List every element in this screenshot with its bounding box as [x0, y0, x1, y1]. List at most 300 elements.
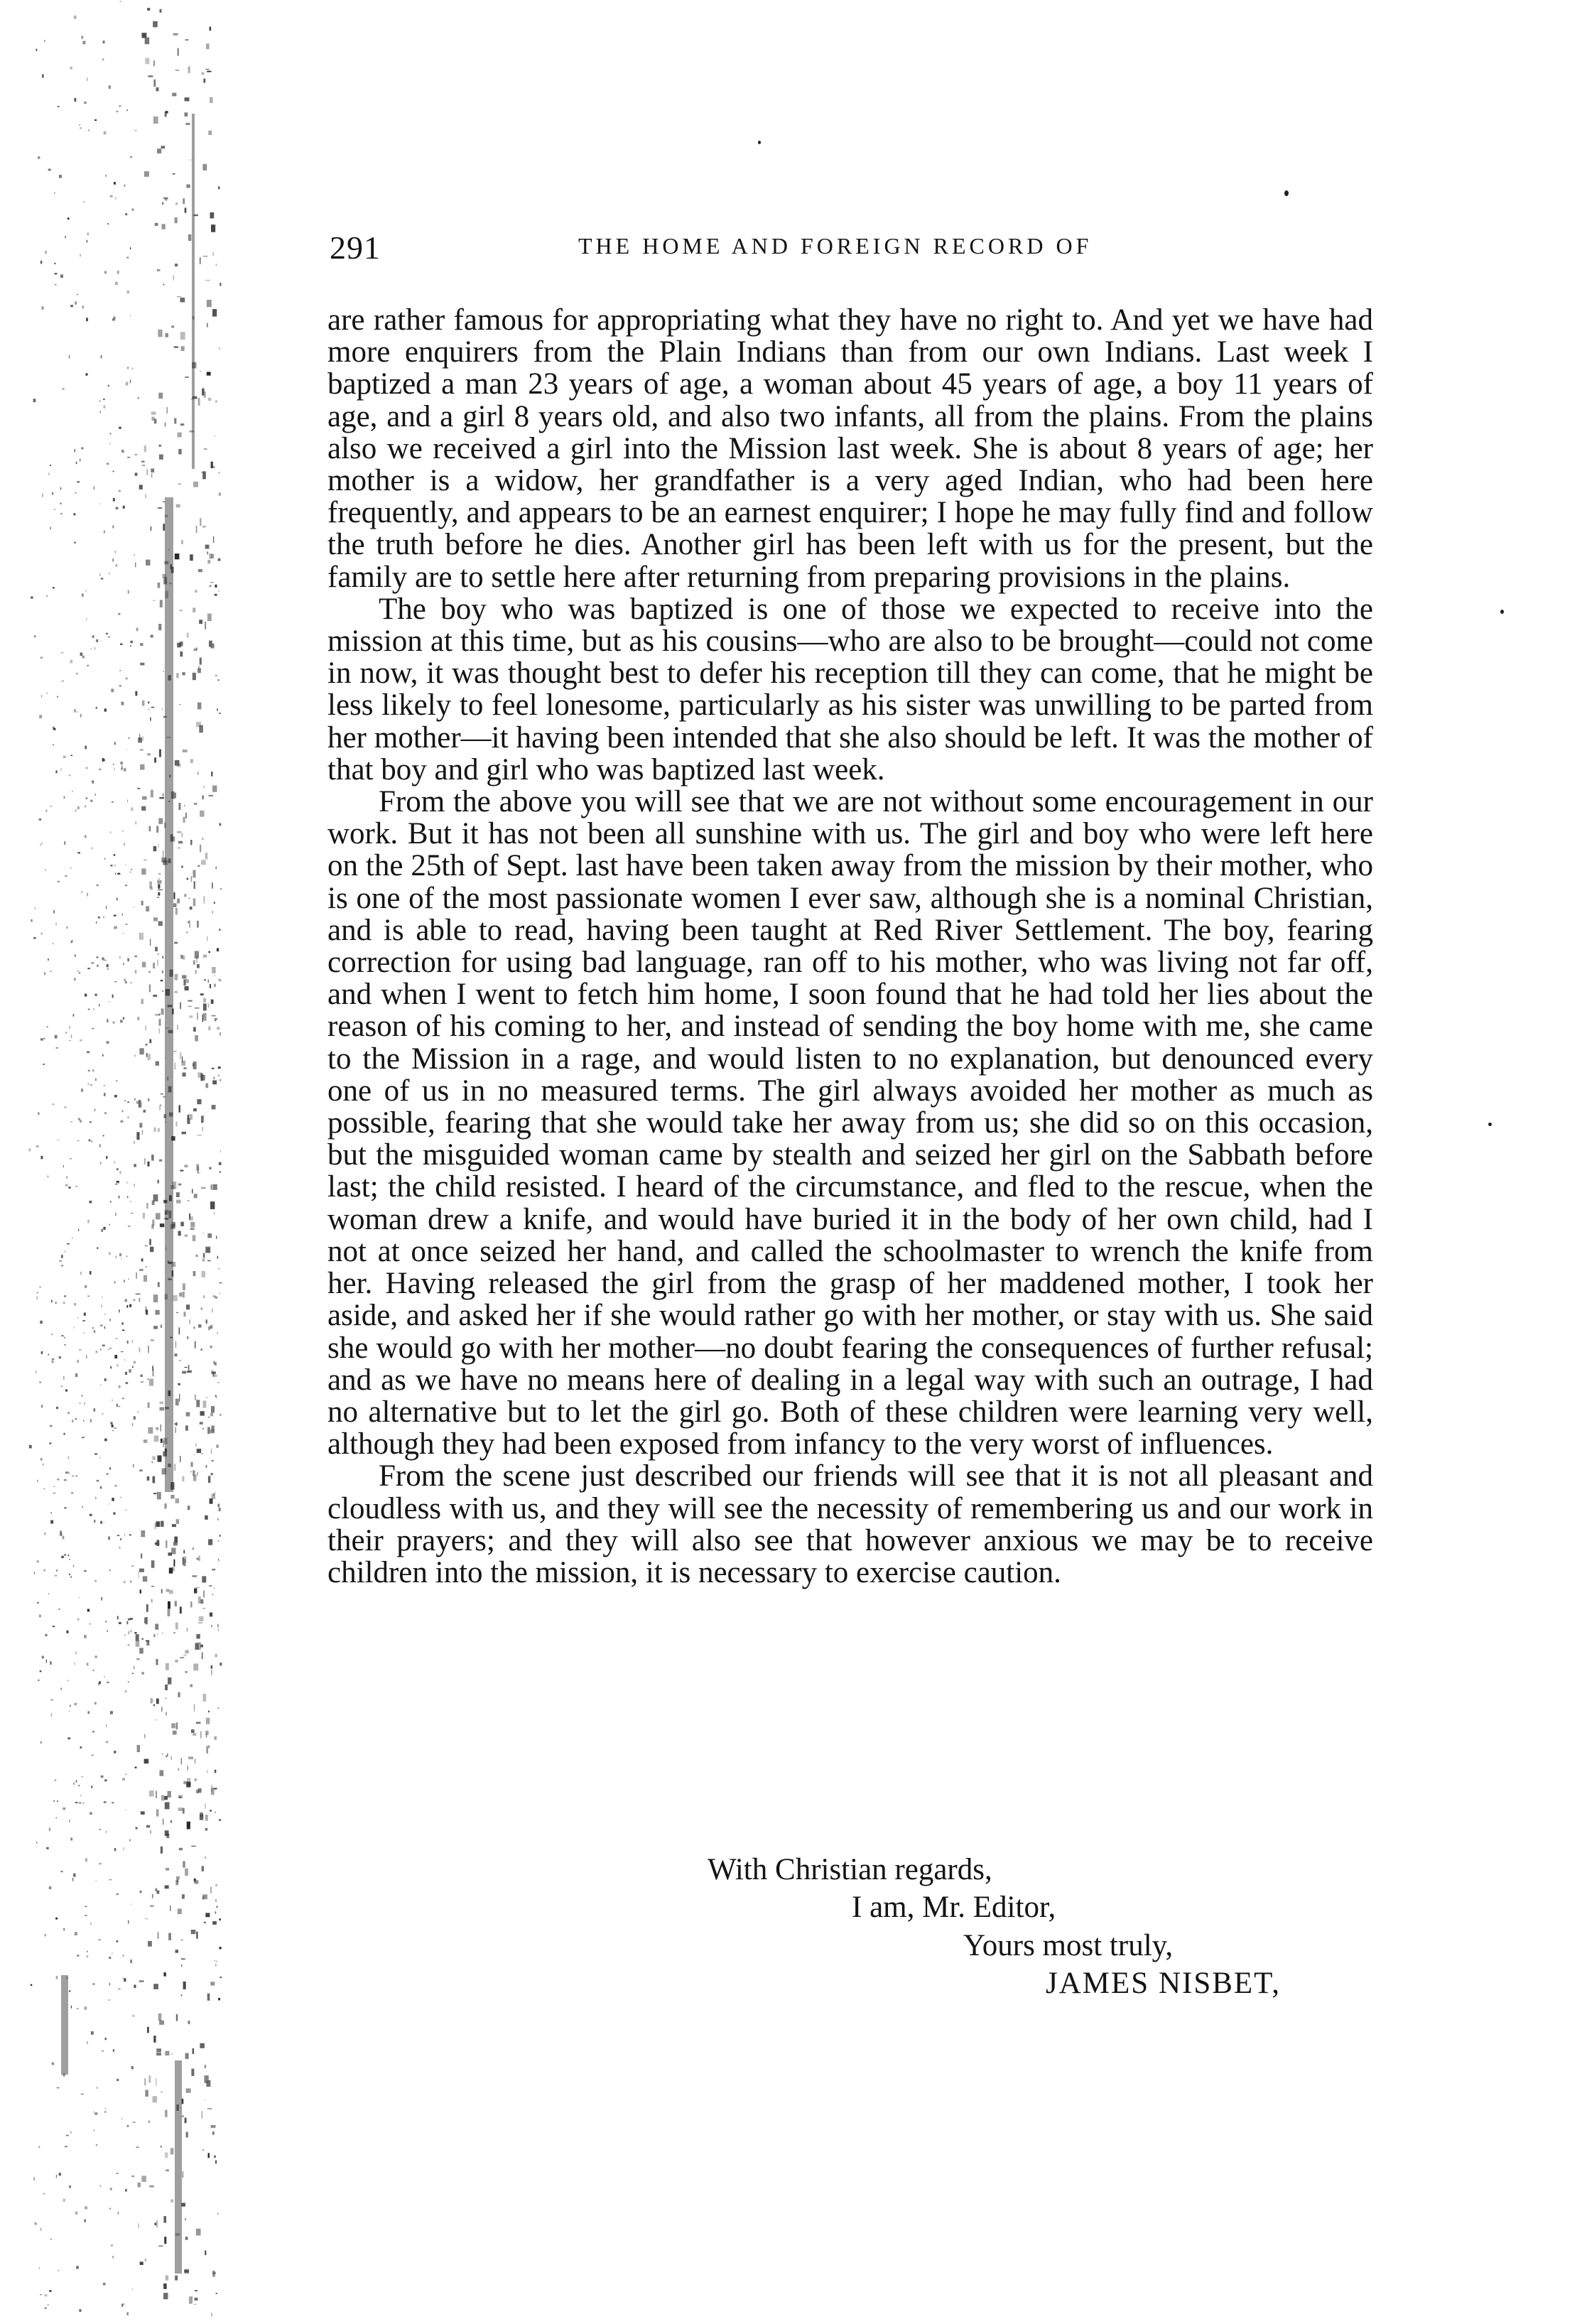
speckle-mark: [139, 1569, 144, 1572]
speckle-mark: [74, 513, 76, 515]
speckle-mark: [114, 182, 116, 185]
speckle-mark: [185, 986, 189, 990]
speckle-mark: [202, 2149, 204, 2151]
speckle-mark: [75, 98, 77, 102]
speckle-mark: [175, 974, 178, 980]
speckle-mark: [200, 845, 201, 853]
speckle-mark: [135, 970, 137, 973]
speckle-mark: [206, 1718, 210, 1724]
speckle-mark: [65, 875, 67, 877]
speckle-mark: [86, 618, 87, 620]
speckle-mark: [184, 1312, 186, 1317]
speckle-mark: [40, 1670, 42, 1672]
speckle-mark: [114, 981, 117, 983]
speckle-mark: [129, 1839, 131, 1842]
speckle-mark: [148, 2075, 151, 2082]
speckle-mark: [64, 1295, 66, 1297]
speckle-mark: [130, 1581, 132, 1583]
speckle-mark: [100, 1162, 102, 1164]
speckle-mark: [97, 1480, 99, 1482]
speckle-mark: [81, 1776, 84, 1778]
speckle-mark: [181, 1964, 183, 1967]
speckle-mark: [178, 1184, 182, 1186]
speckle-mark: [205, 280, 210, 281]
speckle-mark: [98, 1682, 99, 1685]
speckle-mark: [124, 1280, 125, 1282]
speckle-mark: [205, 1815, 208, 1821]
speckle-mark: [152, 1461, 153, 1463]
speckle-mark: [119, 1547, 121, 1549]
speckle-mark: [126, 678, 128, 680]
speckle-mark: [204, 896, 205, 903]
speckle-mark: [64, 1344, 66, 1346]
speckle-mark: [150, 887, 153, 890]
speckle-mark: [199, 620, 202, 624]
speckle-mark: [74, 978, 76, 980]
speckle-mark: [29, 1445, 32, 1449]
speckle-mark: [195, 2290, 197, 2291]
speckle-mark: [195, 1758, 196, 1763]
speckle-mark: [162, 990, 163, 991]
speckle-mark: [38, 2146, 40, 2148]
speckle-mark: [198, 398, 200, 406]
speckle-mark: [205, 2251, 206, 2256]
speckle-mark: [96, 707, 97, 709]
speckle-mark: [36, 1371, 37, 1373]
speckle-mark: [136, 1641, 140, 1647]
speckle-mark: [190, 1685, 193, 1687]
speckle-mark: [87, 1052, 90, 1054]
speckle-mark: [77, 1955, 80, 1957]
speckle-mark: [165, 1830, 169, 1836]
speckle-mark: [162, 708, 163, 710]
speckle-mark: [106, 633, 108, 634]
speckle-mark: [82, 1437, 85, 1439]
speckle-mark: [183, 1781, 187, 1784]
speckle-mark: [154, 757, 156, 762]
speckle-mark: [62, 1335, 64, 1336]
speckle-mark: [82, 1320, 85, 1322]
speckle-mark: [197, 703, 202, 710]
speckle-mark: [202, 1297, 203, 1298]
speckle-mark: [220, 1172, 221, 1173]
speckle-mark: [135, 691, 137, 696]
speckle-mark: [67, 1243, 70, 1245]
speckle-mark: [63, 1302, 65, 1304]
speckle-mark: [45, 1634, 48, 1636]
speckle-mark: [118, 1988, 121, 1989]
speckle-mark: [153, 1493, 157, 1494]
speckle-mark: [179, 1327, 180, 1334]
speckle-mark: [134, 1055, 136, 1057]
speckle-mark: [71, 755, 72, 756]
speckle-mark: [159, 797, 164, 799]
speckle-mark: [192, 1575, 197, 1577]
speckle-mark: [139, 485, 143, 489]
speckle-mark: [156, 826, 158, 833]
speckle-mark: [219, 1560, 220, 1562]
speckle-mark: [173, 892, 175, 899]
speckle-mark: [89, 1139, 91, 1141]
speckle-mark: [211, 462, 213, 468]
speckle-mark: [156, 1810, 159, 1817]
speckle-mark: [195, 1007, 200, 1008]
speckle-mark: [180, 955, 183, 959]
speckle-mark: [185, 2118, 187, 2124]
speckle-mark: [120, 1020, 123, 1022]
speckle-mark: [50, 806, 52, 807]
speckle-mark: [104, 1085, 106, 1086]
speckle-mark: [46, 1847, 49, 1849]
speckle-mark: [178, 803, 180, 810]
speckle-mark: [137, 1017, 139, 1020]
speckle-mark: [87, 1951, 88, 1952]
speckle-mark: [45, 1934, 47, 1936]
speckle-mark: [215, 1770, 217, 1773]
speckle-mark: [207, 323, 208, 328]
speckle-mark: [203, 998, 206, 1002]
speckle-mark: [75, 2212, 78, 2215]
speckle-mark: [217, 1624, 219, 1628]
speckle-mark: [202, 1608, 205, 1609]
speckle-mark: [103, 399, 104, 400]
speckle-mark: [215, 1736, 217, 1740]
speckle-mark: [208, 2153, 210, 2158]
speckle-mark: [163, 284, 164, 286]
speckle-mark: [156, 1061, 159, 1066]
speckle-mark: [148, 1098, 150, 1101]
speckle-mark: [215, 1018, 217, 1020]
speckle-mark: [119, 106, 121, 107]
speckle-mark: [144, 1759, 149, 1764]
speckle-mark: [180, 1657, 184, 1658]
speckle-mark: [79, 1803, 82, 1804]
speckle-mark: [197, 964, 200, 968]
speckle-mark: [163, 2284, 167, 2289]
speckle-mark: [139, 1298, 140, 1302]
speckle-mark: [182, 2115, 184, 2117]
speckle-mark: [200, 1422, 203, 1425]
speckle-mark: [181, 1994, 183, 1996]
speckle-mark: [214, 1212, 215, 1215]
speckle-mark: [151, 1225, 154, 1229]
speckle-mark: [197, 1012, 198, 1020]
speckle-mark: [114, 915, 117, 917]
speckle-mark: [215, 594, 217, 596]
speckle-mark: [70, 2131, 72, 2134]
speckle-mark: [201, 860, 206, 865]
speckle-mark: [49, 2290, 52, 2292]
speckle-mark: [148, 75, 153, 77]
speckle-mark: [102, 2050, 104, 2052]
speckle-mark: [82, 1506, 83, 1508]
speckle-mark: [50, 1661, 51, 1665]
speckle-mark: [79, 2309, 81, 2312]
speckle-mark: [37, 1560, 39, 1563]
speckle-mark: [130, 379, 131, 383]
speckle-mark: [107, 964, 109, 967]
speckle-mark: [122, 1329, 124, 1331]
speckle-mark: [59, 1260, 62, 1262]
speckle-mark: [60, 487, 61, 490]
speckle-mark: [90, 1419, 92, 1422]
speckle-mark: [189, 2296, 193, 2303]
speckle-mark: [56, 2175, 57, 2178]
speckle-mark: [203, 1590, 205, 1597]
speckle-mark: [82, 306, 85, 308]
speckle-mark: [210, 554, 214, 558]
speckle-mark: [87, 232, 90, 235]
speckle-mark: [122, 933, 124, 934]
speckle-mark: [94, 994, 97, 996]
speckle-mark: [215, 1964, 216, 1967]
speckle-mark: [196, 1790, 199, 1793]
speckle-mark: [210, 582, 214, 583]
speckle-mark: [119, 1406, 121, 1407]
speckle-mark: [141, 1811, 145, 1815]
speckle-mark: [70, 1576, 72, 1578]
speckle-mark: [79, 1349, 82, 1351]
speckle-mark: [44, 1488, 45, 1490]
paragraph: are rather famous for appropriating what they have no right to. And yet we have had more enquirers from the Plain Indians than from our own Indians. Last week I baptized a man 23 years of age, a woman about 45 years of age, a boy 11 years of age, and a girl 8 years old, and also two infants, all from the plains. From the plains also we received a girl into the Mission last week. She is about 8 years of age; her mother is a widow, her grandfather is a very aged Indian, who had been here frequently, and appears to be an earnest enquirer; I hope he may fully find and follow the truth before he dies. Another girl has been left with us for the present, but the family are to settle here after returning from preparing provisions in the plains.: [327, 303, 1373, 594]
speckle-mark: [119, 686, 120, 687]
paragraph: From the above you will see that we are not without some encouragement in our work. But it has not been all sunshine with us. The girl and boy who were left here on the 25th of Sept. last have been taken away from the mission by their mother, who is one of the most passionate women I ever saw, although she is a nominal Christian, and is able to read, having been taught at Red River Settlement. The boy, fearing correction for using bad language, ran off to his mother, who was living not far off, and when I went to fetch him home, I soon found that he had told her lies about the reason of his coming to her, and instead of sending the boy home with me, she came to the Mission in a rage, and would listen to no explanation, but denounced every one of us in no measured terms. The girl always avoided her mother as much as possible, fearing that she would take her away from us; she did so on this occasion, but the misguided woman came by stealth and seized her girl on the Sabbath before last; the child resisted. I heard of the circumstance, and fled to the rescue, when the woman drew a knife, and would have buried it in the body of her own child, had I not at once seized her hand, and called the schoolmaster to wrench the knife from her. Having released the girl from the grasp of her maddened mother, I took her aside, and asked her if she would rather go with her mother, or stay with us. She said she would go with her mother—no doubt fearing the consequences of further refusal; and as we have no means here of dealing in a legal way with such an outrage, I had no alternative but to let the girl go. Both of these children were learning very well, although they had been exposed from infancy to the very worst of influences.: [327, 785, 1373, 1461]
speckle-mark: [195, 1341, 196, 1349]
speckle-mark: [163, 1440, 164, 1447]
speckle-mark: [115, 282, 118, 286]
speckle-mark: [75, 492, 77, 493]
speckle-mark: [212, 1068, 214, 1069]
speckle-mark: [151, 1586, 154, 1587]
speckle-mark: [61, 1265, 63, 1266]
speckle-mark: [41, 1351, 43, 1354]
speckle-mark: [178, 484, 181, 485]
speckle-mark: [171, 325, 174, 328]
speckle-mark: [192, 2296, 193, 2303]
speckle-mark: [113, 2049, 114, 2052]
speckle-mark: [162, 793, 163, 796]
speckle-mark: [188, 1114, 193, 1120]
speckle-mark: [42, 1656, 44, 1659]
speckle-mark: [212, 252, 213, 256]
speckle-mark: [100, 1521, 102, 1524]
speckle-mark: [132, 1340, 134, 1344]
speckle-mark: [87, 1609, 90, 1612]
speckle-mark: [143, 1439, 148, 1443]
speckle-mark: [90, 1514, 92, 1516]
speckle-mark: [196, 1932, 197, 1939]
speckle-mark: [55, 1035, 58, 1039]
speckle-mark: [45, 251, 47, 254]
speckle-mark: [201, 1453, 204, 1454]
speckle-mark: [134, 1666, 135, 1670]
speckle-mark: [175, 553, 180, 559]
speckle-mark: [148, 1427, 153, 1434]
speckle-mark: [53, 1800, 55, 1802]
speckle-mark: [205, 853, 207, 860]
speckle-mark: [205, 622, 206, 629]
speckle-mark: [80, 1039, 82, 1042]
speckle-mark: [120, 1, 121, 2]
speckle-mark: [182, 1371, 186, 1374]
speckle-mark: [122, 1977, 124, 1979]
speckle-mark: [140, 2261, 143, 2265]
speckle-mark: [210, 212, 215, 219]
speckle-mark: [76, 2008, 79, 2009]
speckle-mark: [107, 1474, 109, 1475]
speckle-mark: [71, 1034, 72, 1038]
speckle-mark: [134, 1098, 136, 1101]
speckle-mark: [201, 1307, 202, 1309]
speckle-mark: [50, 527, 51, 530]
speckle-mark: [99, 1829, 101, 1830]
speckle-mark: [101, 640, 102, 641]
speckle-mark: [158, 892, 160, 896]
speckle-mark: [197, 668, 201, 673]
speckle-mark: [197, 1172, 200, 1173]
speckle-mark: [185, 2053, 189, 2059]
speckle-mark: [77, 1618, 80, 1621]
speckle-mark: [183, 1067, 186, 1069]
speckle-mark: [183, 1982, 186, 1989]
speckle-mark: [207, 551, 208, 554]
speckle-mark: [114, 1848, 116, 1851]
speckle-mark: [175, 1880, 178, 1885]
speckle-mark: [159, 750, 161, 757]
speckle-mark: [219, 347, 220, 350]
speckle-mark: [103, 40, 105, 43]
speckle-mark: [129, 1304, 131, 1307]
speckle-mark: [117, 1168, 119, 1170]
speckle-mark: [211, 772, 212, 777]
speckle-mark: [124, 1581, 126, 1583]
speckle-mark: [52, 1360, 54, 1363]
speckle-mark: [218, 1559, 219, 1561]
speckle-mark: [145, 2259, 147, 2261]
speckle-mark: [188, 2021, 190, 2024]
speckle-mark: [121, 450, 124, 453]
speckle-mark: [155, 947, 158, 951]
speckle-mark: [166, 1540, 167, 1548]
speckle-mark: [165, 2110, 168, 2117]
speckle-mark: [144, 1734, 146, 1739]
speckle-mark: [109, 1999, 110, 2001]
speckle-mark: [179, 1360, 182, 1361]
speckle-mark: [171, 1723, 175, 1728]
speckle-mark: [193, 1326, 195, 1329]
speckle-mark: [99, 1863, 102, 1864]
speckle-mark: [217, 1382, 219, 1383]
speckle-mark: [69, 1820, 70, 1822]
speckle-mark: [179, 704, 180, 705]
speckle-mark: [101, 355, 102, 359]
speckle-mark: [52, 1358, 55, 1360]
speckle-mark: [190, 840, 192, 845]
speckle-mark: [218, 1066, 221, 1069]
speckle-mark: [198, 1596, 201, 1604]
speckle-mark: [95, 1079, 97, 1081]
speckle-mark: [85, 2206, 87, 2209]
speckle-mark: [165, 1685, 168, 1690]
speckle-mark: [126, 257, 129, 259]
speckle-mark: [156, 1659, 158, 1665]
speckle-mark: [183, 1292, 185, 1297]
speckle-mark: [199, 725, 203, 733]
speckle-mark: [131, 2176, 134, 2177]
speckle-mark: [178, 1908, 182, 1914]
speckle-mark: [112, 558, 114, 561]
speckle-mark: [109, 1001, 110, 1002]
speckle-mark: [42, 494, 43, 497]
speckle-mark: [132, 209, 134, 211]
speckle-mark: [111, 2244, 112, 2247]
speckle-mark: [182, 2171, 183, 2178]
speckle-mark: [208, 1326, 210, 1330]
speckle-mark: [158, 818, 163, 824]
speckle-mark: [61, 1385, 63, 1387]
speckle-mark: [186, 1412, 190, 1417]
speckle-mark: [139, 1470, 143, 1471]
speckle-mark: [77, 806, 80, 809]
speckle-mark: [153, 80, 156, 87]
speckle-mark: [158, 2246, 163, 2247]
speckle-mark: [69, 1026, 70, 1029]
speckle-mark: [77, 294, 78, 296]
speckle-mark: [65, 1471, 68, 1474]
speckle-mark: [175, 264, 178, 266]
speckle-mark: [134, 1416, 136, 1420]
speckle-mark: [84, 1635, 87, 1638]
speckle-mark: [216, 1906, 218, 1908]
speckle-mark: [66, 1177, 67, 1179]
speckle-mark: [102, 1054, 104, 1056]
speckle-mark: [146, 1044, 148, 1046]
speckle-mark: [217, 1027, 220, 1029]
speckle-mark: [121, 1351, 124, 1352]
speckle-mark: [177, 1025, 178, 1029]
speckle-mark: [214, 1082, 215, 1083]
speckle-mark: [162, 1633, 163, 1634]
speckle-mark: [148, 701, 149, 703]
speckle-mark: [126, 1305, 128, 1308]
speckle-mark: [130, 1960, 132, 1963]
speckle-mark: [161, 1589, 163, 1594]
speckle-mark: [161, 1439, 163, 1443]
speckle-mark: [136, 1132, 139, 1140]
speckle-mark: [126, 924, 128, 925]
speckle-mark: [216, 2293, 218, 2294]
speckle-mark: [56, 1047, 58, 1049]
speckle-mark: [195, 590, 197, 593]
speckle-mark: [114, 1485, 117, 1487]
speckle-mark: [179, 1394, 180, 1402]
speckle-mark: [123, 963, 124, 965]
speckle-mark: [40, 2294, 42, 2295]
speckle-mark: [130, 1618, 133, 1620]
speckle-mark: [205, 1857, 206, 1859]
speckle-mark: [153, 2096, 157, 2102]
valediction: Yours most truly,: [963, 1929, 1174, 1962]
speckle-mark: [60, 274, 63, 278]
speckle-mark: [200, 370, 201, 372]
speckle-mark: [178, 848, 180, 849]
speckle-mark: [92, 781, 94, 783]
speckle-mark: [157, 1633, 158, 1635]
speckle-mark: [158, 873, 161, 875]
speckle-mark: [178, 449, 182, 455]
speckle-mark: [28, 1148, 31, 1151]
speckle-mark: [122, 1955, 124, 1957]
